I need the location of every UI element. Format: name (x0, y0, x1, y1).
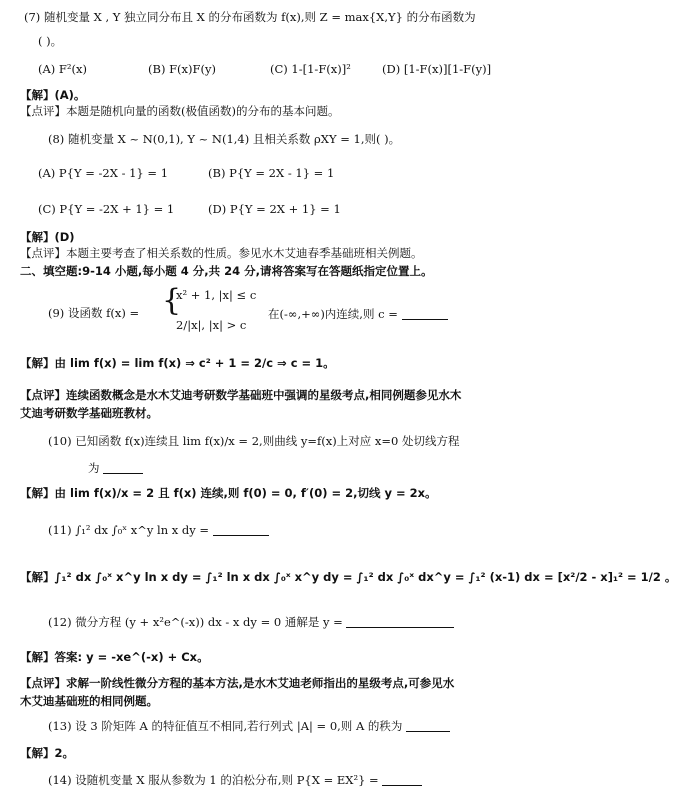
q9-case-2: 2/|x|, |x| > c (176, 318, 247, 332)
q8-answer: 【解】(D) (20, 230, 75, 244)
q9-case-1: x² + 1, |x| ≤ c (176, 288, 257, 302)
q14-stem: (14) 设随机变量 X 服从参数为 1 的泊松分布,则 P{X = EX²} = (48, 774, 422, 787)
q12-comment-l1: 【点评】求解一阶线性微分方程的基本方法,是水木艾迪老师指出的星级考点,可参见水 (20, 676, 455, 690)
q13-answer-blank[interactable] (406, 720, 450, 732)
q8-comment: 【点评】本题主要考查了相关系数的性质。参见水木艾迪春季基础班相关例题。 (20, 246, 423, 260)
q9-stem-pre: (9) 设函数 f(x) = (48, 306, 140, 320)
q14-answer-blank[interactable] (382, 774, 422, 786)
q9-stem-post: 在(-∞,+∞)内连续,则 c = (268, 308, 448, 321)
q13-answer: 【解】2。 (20, 746, 75, 760)
q8-option-c: (C) P{Y = -2X + 1} = 1 (38, 202, 175, 216)
q9-answer: 【解】由 lim f(x) = lim f(x) ⇒ c² + 1 = 2/c ⇒ c = 1。 (20, 356, 335, 370)
q9-comment-l1: 【点评】连续函数概念是水木艾迪考研数学基础班中强调的星级考点,相同例题参见水木 (20, 388, 462, 402)
q9-comment-l2: 艾迪考研数学基础班教材。 (20, 406, 158, 420)
q8-stem: (8) 随机变量 X ~ N(0,1), Y ~ N(1,4) 且相关系数 ρXY = 1,则( )。 (48, 132, 401, 146)
q10-stem-l1: (10) 已知函数 f(x)连续且 lim f(x)/x = 2,则曲线 y=f(x)上对应 x=0 处切线方程 (48, 434, 460, 448)
q10-answer-blank[interactable] (103, 462, 143, 474)
q12-answer: 【解】答案: y = -xe^(-x) + Cx。 (20, 650, 209, 664)
q7-comment: 【点评】本题是随机向量的函数(极值函数)的分布的基本问题。 (20, 104, 340, 118)
q7-option-d: (D) [1-F(x)][1-F(y)] (382, 62, 492, 76)
q12-answer-blank[interactable] (346, 616, 454, 628)
q12-stem: (12) 微分方程 (y + x²e^(-x)) dx - x dy = 0 通解是 y = (48, 616, 454, 629)
q13-stem: (13) 设 3 阶矩阵 A 的特征值互不相同,若行列式 |A| = 0,则 A 的秩为 (48, 720, 450, 733)
q7-option-b: (B) F(x)F(y) (148, 62, 216, 76)
q11-stem: (11) ∫₁² dx ∫₀ˣ x^y ln x dy = (48, 524, 269, 537)
q8-option-d: (D) P{Y = 2X + 1} = 1 (208, 202, 341, 216)
q11-answer-blank[interactable] (213, 524, 269, 536)
q9-answer-blank[interactable] (402, 308, 448, 320)
q7-paren: ( )。 (38, 34, 63, 48)
q7-option-c: (C) 1-[1-F(x)]² (270, 62, 351, 76)
q10-answer: 【解】由 lim f(x)/x = 2 且 f(x) 连续,则 f(0) = 0, f′(0) = 2,切线 y = 2x。 (20, 486, 437, 500)
q7-stem: (7) 随机变量 X , Y 独立同分布且 X 的分布函数为 f(x),则 Z = max{X,Y} 的分布函数为 (24, 10, 476, 24)
q10-stem-l2: 为 (88, 462, 143, 475)
q8-option-b: (B) P{Y = 2X - 1} = 1 (208, 166, 335, 180)
q11-answer: 【解】∫₁² dx ∫₀ˣ x^y ln x dy = ∫₁² ln x dx ∫₀ˣ x^y dy = ∫₁² dx ∫₀ˣ dx^y = ∫₁² (x-1) dx = [x²/2 - x]₁² = 1/2 。 (20, 570, 676, 584)
q7-answer: 【解】(A)。 (20, 88, 86, 102)
q12-comment-l2: 木艾迪基础班的相同例题。 (20, 694, 158, 708)
q9-brace: { (162, 283, 182, 318)
q8-option-a: (A) P{Y = -2X - 1} = 1 (38, 166, 169, 180)
q7-option-a: (A) F²(x) (38, 62, 87, 76)
section-heading: 二、填空题:9-14 小题,每小题 4 分,共 24 分,请将答案写在答题纸指定位置上。 (20, 264, 433, 278)
